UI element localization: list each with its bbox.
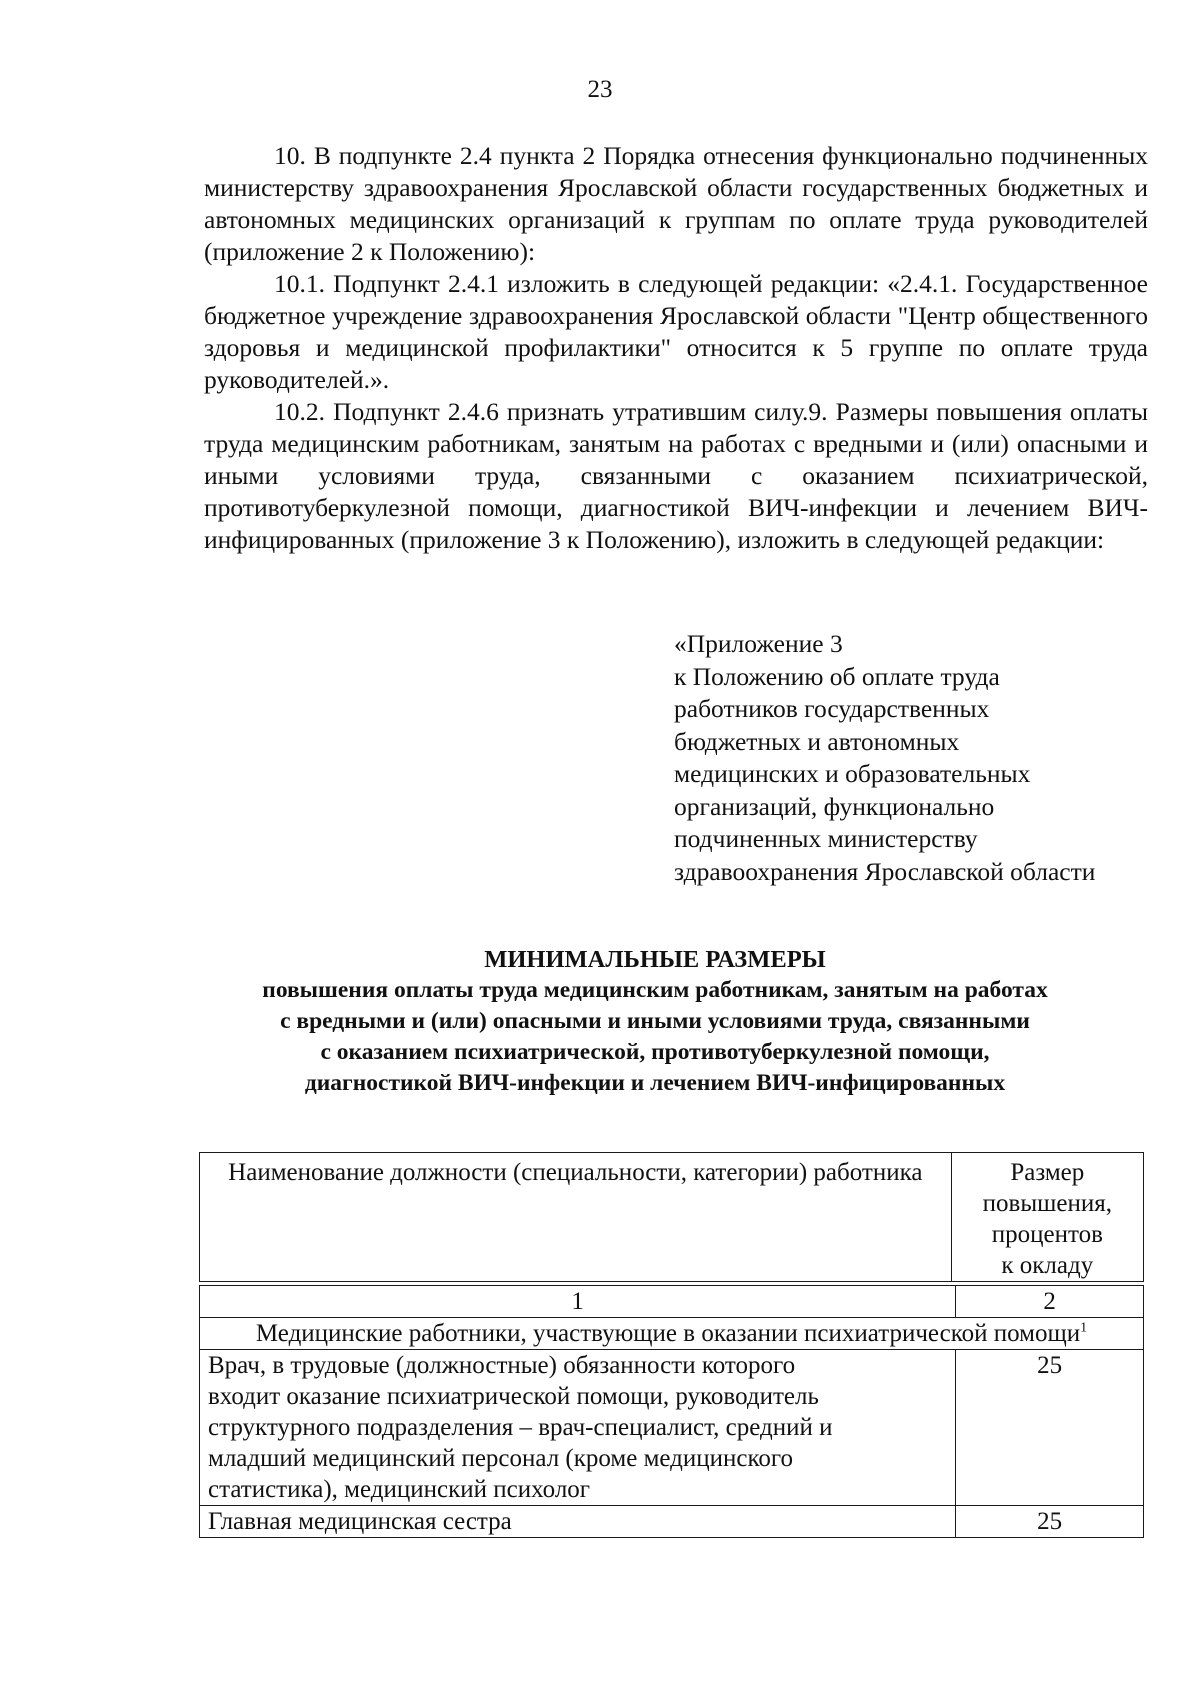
column-number: 1 bbox=[200, 1286, 956, 1318]
position-name-cell bbox=[200, 1350, 956, 1506]
header-line: Размер bbox=[1010, 1159, 1085, 1186]
position-name-line: входит оказание психиатрической помощи, руководитель bbox=[208, 1383, 819, 1410]
position-name-line: младший медицинский персонал (кроме медицинского bbox=[208, 1445, 794, 1472]
paragraph-10: 10. В подпункте 2.4 пункта 2 Порядка отнесения функционально подчиненных министерству здравоохранения Ярославской области государственных бюджетных и автономных медицинских организаций к группам по оплате труда руководителей (приложение 2 к Положению): bbox=[204, 141, 1148, 266]
heading-subtitle-line: диагностикой ВИЧ-инфекции и лечением ВИЧ-инфицированных bbox=[304, 1070, 1006, 1096]
document-heading bbox=[160, 944, 1150, 1099]
appendix-line: медицинских и образовательных bbox=[674, 759, 1031, 788]
appendix-line: организаций, функционально bbox=[674, 791, 995, 821]
header-line: повышения, bbox=[982, 1190, 1112, 1217]
paragraph-10-1: 10.1. Подпункт 2.4.1 изложить в следующей редакции: «2.4.1. Государственное бюджетное учреждение здравоохранения Ярославской области "Центр общественного здоровья и медицинской профилактики" относится к 5 группе по оплате труда руководителей.». bbox=[204, 269, 1148, 394]
heading-title: МИНИМАЛЬНЫЕ РАЗМЕРЫ bbox=[484, 946, 826, 973]
appendix-line: «Приложение 3 bbox=[674, 629, 843, 658]
table-row bbox=[200, 1506, 1144, 1538]
position-name-cell bbox=[200, 1506, 956, 1538]
table-header-row bbox=[200, 1153, 1144, 1282]
increase-value: 25 bbox=[956, 1506, 1144, 1538]
position-name-line: статистика), медицинский психолог bbox=[208, 1476, 591, 1503]
appendix-line: здравоохранения Ярославской области bbox=[674, 856, 1096, 886]
header-increase-size bbox=[951, 1153, 1143, 1282]
appendix-line: к Положению об оплате труда bbox=[674, 661, 1000, 691]
appendix-line: бюджетных и автономных bbox=[674, 726, 960, 756]
appendix-line: подчиненных министерству bbox=[674, 824, 978, 853]
section-title: Медицинские работники, участвующие в оказании психиатрической помощи bbox=[255, 1320, 1081, 1347]
position-name-line: Главная медицинская сестра bbox=[208, 1508, 512, 1535]
increase-value: 25 bbox=[956, 1350, 1144, 1506]
table-header bbox=[199, 1152, 1144, 1282]
column-number: 2 bbox=[956, 1286, 1144, 1318]
appendix-caption bbox=[674, 628, 1154, 888]
header-line: процентов bbox=[991, 1221, 1103, 1248]
data-table bbox=[199, 1285, 1144, 1538]
body-text bbox=[204, 140, 1148, 556]
heading-subtitle-line: с оказанием психиатрической, противотуберкулезной помощи, bbox=[320, 1039, 990, 1065]
position-name-line: структурного подразделения – врач-специалист, средний и bbox=[208, 1414, 833, 1441]
header-line: к окладу bbox=[1001, 1252, 1094, 1279]
section-row bbox=[200, 1318, 1144, 1350]
paragraph-10-2: 10.2. Подпункт 2.4.6 признать утратившим силу.9. Размеры повышения оплаты труда медицинским работникам, занятым на работах с вредными и (или) опасными и иными условиями труда, связанными с оказанием психиатрической, противотуберкулезной помощи, диагностикой ВИЧ-инфекции и лечением ВИЧ-инфицированных (приложение 3 к Положению), изложить в следующей редакции: bbox=[204, 397, 1148, 554]
heading-subtitle-line: повышения оплаты труда медицинским работникам, занятым на работах bbox=[262, 977, 1048, 1003]
page-number: 23 bbox=[587, 76, 613, 103]
footnote-marker: 1 bbox=[1080, 1320, 1088, 1336]
heading-subtitle-line: с вредными и (или) опасными и иными условиями труда, связанными bbox=[280, 1008, 1030, 1034]
section-title-cell bbox=[200, 1318, 1144, 1350]
header-position-name: Наименование должности (специальности, категории) работника bbox=[200, 1153, 952, 1282]
column-number-row bbox=[200, 1286, 1144, 1318]
table-row bbox=[200, 1350, 1144, 1506]
appendix-line: работников государственных bbox=[674, 694, 990, 723]
position-name-line: Врач, в трудовые (должностные) обязанности которого bbox=[208, 1352, 796, 1379]
